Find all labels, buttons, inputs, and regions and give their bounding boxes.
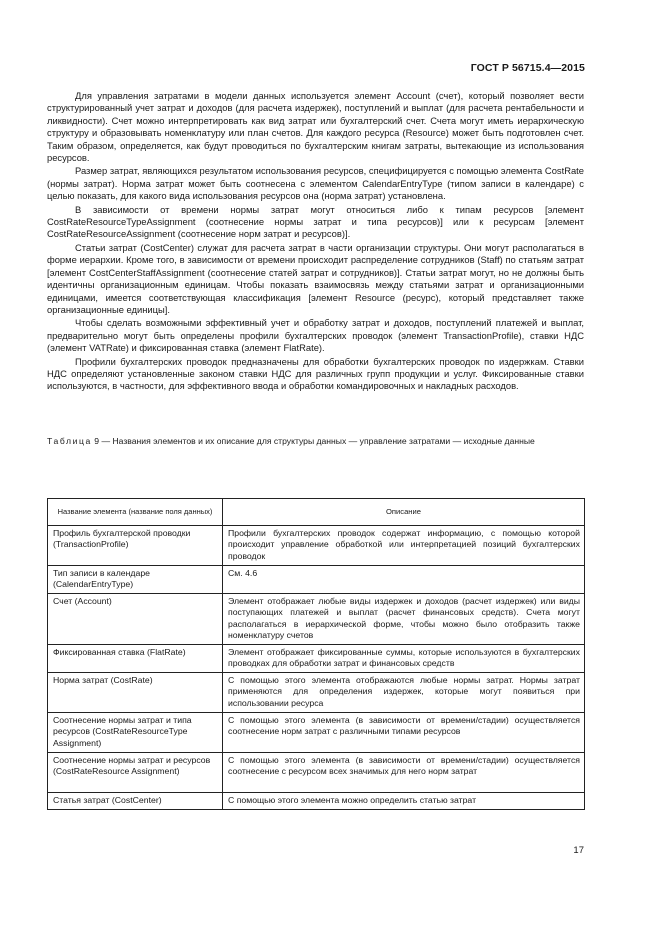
paragraph: Для управления затратами в модели данных используется элемент Account (счет), который позволяет вести структурированный учет затрат и доходов (для расчета издержек), поступлений и выплат (для расчета рентабельности и ликвидности). Счет можно интерпретировать как вид затрат или бухгалтерский счет. Счета могут иметь иерархическую структуру и образовывать номенклатуру или план счетов. Для каждого ресурса (Resource) может быть подготовлен счет. Таким образом, определяется, как будут проводиться по бухгалтерским книгам затраты, вытекающие из использования ресурсов.	[47, 90, 584, 164]
table-row	[48, 594, 585, 645]
elements-table	[47, 498, 585, 810]
description-cell: Элемент отображает любые виды издержек и доходов (расчет издержек) или виды поступающих платежей и выплат (расчет финансовых средств). Счета могут располагаться в иерархической форме, чтобы можно было отобразить также номенклатуру счетов	[223, 594, 585, 645]
table-row	[48, 673, 585, 713]
table-row	[48, 753, 585, 793]
paragraph: Размер затрат, являющихся результатом использования ресурсов, специфицируется с помощью элемента CostRate (нормы затрат). Норма затрат может быть соотнесена с элементом CalendarEntryType (типом записи в календаре) с целью показать, для какого вида использования ресурсов она (норма затрат) установлена.	[47, 165, 584, 202]
description-cell: С помощью этого элемента отображаются любые нормы затрат. Нормы затрат применяются для определения издержек, которые могут появиться при использовании ресурса	[223, 673, 585, 713]
description-cell: См. 4.6	[223, 566, 585, 594]
table-caption	[47, 436, 584, 448]
document-code: ГОСТ Р 56715.4—2015	[470, 62, 585, 74]
element-name-cell: Норма затрат (CostRate)	[48, 673, 223, 713]
table-caption-text: 9 — Названия элементов и их описание для структуры данных — управление затратами — исходные данные	[94, 436, 535, 446]
table-caption-label: Таблица	[47, 436, 92, 446]
table-row	[48, 713, 585, 753]
element-name-cell: Счет (Account)	[48, 594, 223, 645]
table-header-row	[48, 499, 585, 526]
table-row	[48, 526, 585, 566]
description-cell: Профили бухгалтерских проводок содержат информацию, с помощью которой происходит управление обработкой или интерпретацией позиций бухгалтерских проводок	[223, 526, 585, 566]
paragraph: Чтобы сделать возможными эффективный учет и обработку затрат и доходов, поступлений платежей и выплат, предварительно могут быть определены профили бухгалтерских проводок (элемент TransactionProfile), ставки НДС (элемент VATRate) и фиксированная ставка (элемент FlatRate).	[47, 317, 584, 354]
element-name-cell: Фиксированная ставка (FlatRate)	[48, 645, 223, 673]
description-cell: С помощью этого элемента (в зависимости от времени/стадии) осуществляется соотнесение норм затрат с различными типами ресурсов	[223, 713, 585, 753]
body-text	[47, 90, 584, 393]
table-row	[48, 793, 585, 810]
paragraph: Профили бухгалтерских проводок предназначены для обработки бухгалтерских проводок по издержкам. Ставки НДС определяют установленные законом ставки НДС для различных групп продукции и услуг. Фиксированные ставки используются, в частности, для эффективного ввода и обработки командировочных и накладных расходов.	[47, 355, 584, 392]
paragraph: Статьи затрат (CostCenter) служат для расчета затрат в части организации структуры. Они могут располагаться в форме иерархии. Кроме того, в зависимости от времени происходит распределение сотрудников (Staff) по статьям затрат [элемент CostCenterStaffAssignment (соотнесение статей затрат и сотрудников)]. Статьи затрат могут, но не должны быть идентичны организационным единицам. Чтобы показать взаимосвязь между статьями затрат и организационными единицами, имеется соответствующая классификация [элемент Resource (ресурс), который представляет также организационные единицы].	[47, 241, 584, 315]
column-header-description: Описание	[223, 499, 585, 526]
element-name-cell: Тип записи в календаре (CalendarEntryType)	[48, 566, 223, 594]
table-row	[48, 566, 585, 594]
paragraph: В зависимости от времени нормы затрат могут относиться либо к типам ресурсов [элемент CostRateResourceTypeAssignment (соотнесение нормы затрат и типа ресурсов)] или к ресурсам [элемент CostRateResourceAssignment (соотнесение норм затрат и ресурсов)].	[47, 203, 584, 240]
table-row	[48, 645, 585, 673]
description-cell: С помощью этого элемента можно определить статью затрат	[223, 793, 585, 810]
description-cell: С помощью этого элемента (в зависимости от времени/стадии) осуществляется соотнесение с ресурсом всех значимых для него норм затрат	[223, 753, 585, 793]
description-cell: Элемент отображает фиксированные суммы, которые используются в бухгалтерских проводках для обработки затрат и финансовых средств	[223, 645, 585, 673]
element-name-cell: Соотнесение нормы затрат и ресурсов (CostRateResource Assignment)	[48, 753, 223, 793]
element-name-cell: Соотнесение нормы затрат и типа ресурсов (CostRateResourceType Assignment)	[48, 713, 223, 753]
element-name-cell: Профиль бухгалтерской проводки (TransactionProfile)	[48, 526, 223, 566]
page-number: 17	[573, 845, 584, 856]
element-name-cell: Статья затрат (CostCenter)	[48, 793, 223, 810]
column-header-element-name: Название элемента (название поля данных)	[48, 499, 223, 526]
